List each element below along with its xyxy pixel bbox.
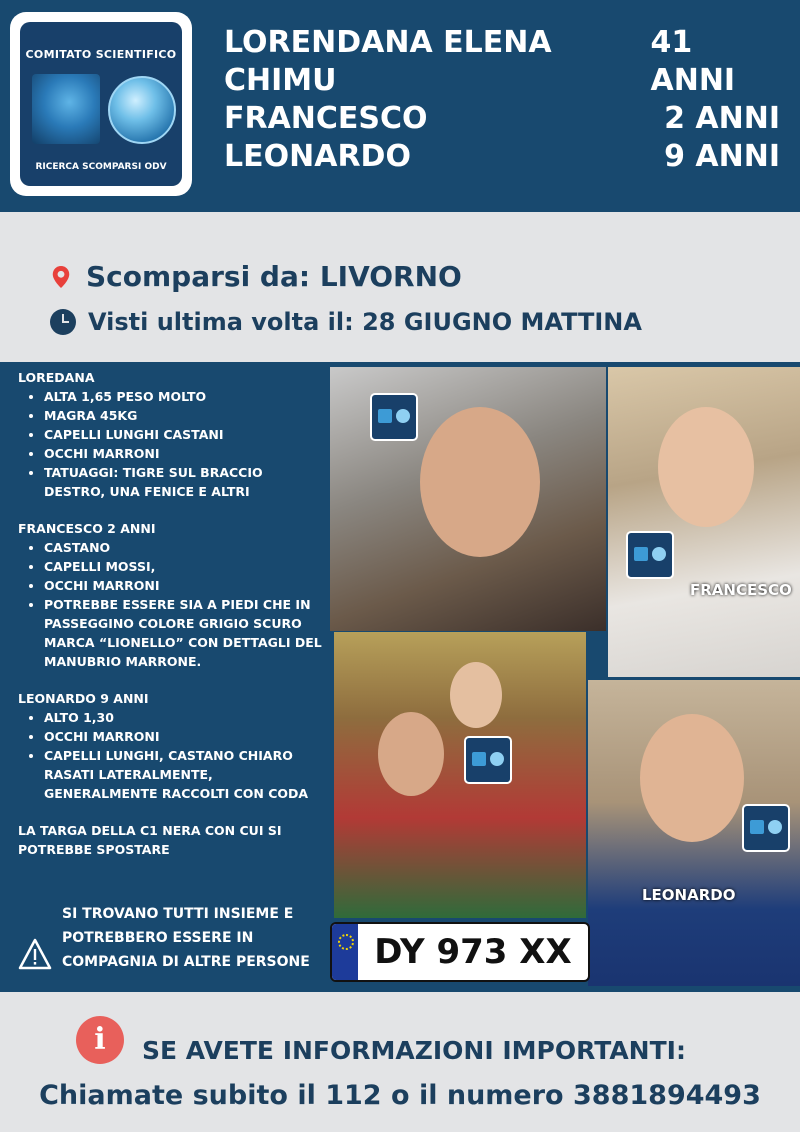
last-seen-text: Visti ultima volta il: 28 GIUGNO MATTINA [88, 308, 642, 336]
info-icon: i [76, 1016, 124, 1064]
list-item: • OCCHI MARRONI [44, 727, 328, 746]
francesco-traits [18, 538, 328, 671]
person-name: LORENDANA ELENA CHIMU [224, 25, 552, 98]
list-item: • OCCHI MARRONI [44, 444, 328, 463]
watermark-logo-icon [626, 531, 674, 579]
details-section [0, 362, 800, 992]
logo-top-text: COMITATO SCIENTIFICO [25, 48, 177, 61]
leonardo-traits [18, 708, 328, 803]
clock-icon [50, 309, 76, 335]
list-item: • CAPELLI MOSSI, [44, 557, 328, 576]
watermark-logo-icon [742, 804, 790, 852]
photo-loredana-leonardo [334, 632, 586, 918]
logo-panel [20, 22, 182, 186]
organization-logo [10, 12, 192, 196]
list-item: • MAGRA 45KG [44, 406, 328, 425]
ai-face-icon [32, 74, 100, 144]
person-name: LEONARDO [224, 139, 411, 174]
location-section [0, 212, 800, 362]
person-row [224, 24, 780, 100]
logo-bottom-text: RICERCA SCOMPARSI ODV [35, 162, 167, 172]
license-plate [330, 922, 590, 982]
license-plate-number: DY 973 XX [374, 932, 572, 972]
list-item: • ALTA 1,65 PESO MOLTO [44, 387, 328, 406]
missing-from [50, 260, 462, 293]
call-to-action [0, 992, 800, 1132]
face [420, 407, 540, 557]
list-item: • TATUAGGI: TIGRE SUL BRACCIO DESTRO, UNA FENICE E ALTRI [44, 463, 328, 501]
person-age: 2 ANNI [664, 101, 780, 136]
list-item: • CAPELLI LUNGHI, CASTANO CHIARO RASATI LATERALMENTE, GENERALMENTE RACCOLTI CON CODA [44, 746, 328, 803]
leonardo-label: LEONARDO [642, 886, 736, 904]
face [450, 662, 502, 728]
missing-persons-list [224, 24, 780, 176]
list-item: • OCCHI MARRONI [44, 576, 328, 595]
globe-icon [108, 76, 176, 144]
person-age: 9 ANNI [664, 139, 780, 174]
together-note: SI TROVANO TUTTI INSIEME E POTREBBERO ESSERE IN COMPAGNIA DI ALTRE PERSONE [62, 906, 310, 970]
list-item: • ALTO 1,30 [44, 708, 328, 727]
list-item: • CASTANO [44, 538, 328, 557]
face [378, 712, 444, 796]
francesco-title: FRANCESCO 2 ANNI [18, 521, 156, 536]
cta-heading: SE AVETE INFORMAZIONI IMPORTANTI: [142, 1036, 686, 1065]
list-item: • CAPELLI LUNGHI CASTANI [44, 425, 328, 444]
descriptions [18, 368, 328, 859]
map-pin-icon [50, 266, 72, 288]
last-seen [50, 308, 642, 336]
header [0, 0, 800, 212]
eu-flag-icon [332, 924, 358, 980]
loredana-traits [18, 387, 328, 501]
list-item: • POTREBBE ESSERE SIA A PIEDI CHE IN PASSEGGINO COLORE GRIGIO SCURO MARCA “LIONELLO” CON DETTAGLI DEL MANUBRIO MARRONE. [44, 595, 328, 671]
person-row [224, 100, 780, 138]
person-name: FRANCESCO [224, 101, 428, 136]
face [658, 407, 754, 527]
warning-icon [18, 938, 52, 970]
cta-phone: Chiamate subito il 112 o il numero 3881894493 [39, 1080, 761, 1111]
francesco-label: FRANCESCO [690, 581, 792, 599]
photo-leonardo [588, 680, 800, 986]
watermark-logo-icon [370, 393, 418, 441]
face [640, 714, 744, 842]
watermark-logo-icon [464, 736, 512, 784]
missing-from-text: Scomparsi da: LIVORNO [86, 260, 462, 293]
leonardo-title: LEONARDO 9 ANNI [18, 691, 149, 706]
photo-loredana [330, 367, 606, 631]
photo-francesco [608, 367, 800, 677]
loredana-title: LOREDANA [18, 370, 95, 385]
car-plate-note: LA TARGA DELLA C1 NERA CON CUI SI POTREBBE SPOSTARE [18, 823, 282, 857]
person-age: 41 ANNI [650, 25, 736, 98]
person-row [224, 138, 780, 176]
